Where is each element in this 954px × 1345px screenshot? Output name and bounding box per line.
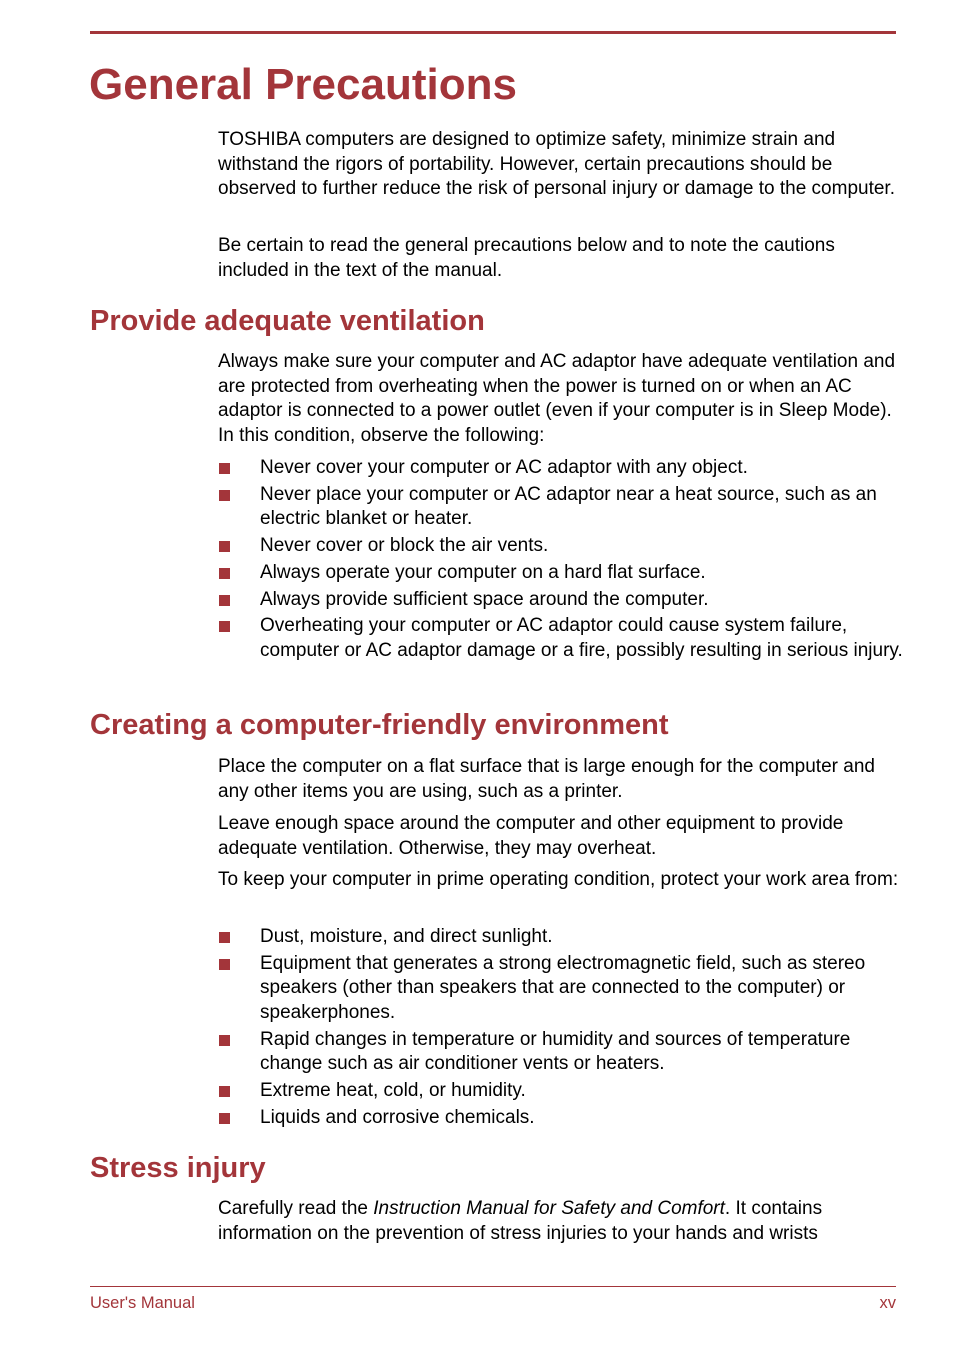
stress-text-start: Carefully read the <box>218 1198 374 1219</box>
list-item-text: Never cover or block the air vents. <box>260 535 549 557</box>
heading-environment: Creating a computer-friendly environment <box>90 709 669 741</box>
list-item <box>218 1079 908 1104</box>
stress-text-end: . It contains information on the prevention of stress injuries to your hands and wrists <box>218 1198 823 1244</box>
intro-paragraph-2: Be certain to read the general precautions below and to note the cautions included in the text of the manual. <box>218 235 835 281</box>
footer-page-number: xv <box>879 1294 896 1312</box>
list-item <box>218 561 908 586</box>
ventilation-paragraph: Always make sure your computer and AC adaptor have adequate ventilation and are protected from overheating when the power is turned on or when an AC adaptor is connected to a power outlet (even if your computer is in Sleep Mode). In this condition, observe the following: <box>218 351 896 446</box>
list-item <box>218 614 908 663</box>
list-item-text: Extreme heat, cold, or humidity. <box>260 1079 526 1101</box>
list-item <box>218 1028 908 1077</box>
bullet-square-icon <box>219 595 230 606</box>
bullet-square-icon <box>219 568 230 579</box>
list-item <box>218 952 908 1026</box>
manual-title-reference: Instruction Manual for Safety and Comfort <box>373 1198 725 1219</box>
list-item-text: Overheating your computer or AC adaptor could cause system failure, computer or AC adaptor damage or a fire, possibly resulting in serious injury. <box>260 615 903 661</box>
footer-manual-name: User's Manual <box>90 1294 195 1312</box>
list-item-text: Equipment that generates a strong electromagnetic field, such as stereo speakers (other than speakers that are connected to the computer) or speakerphones. <box>260 952 866 1023</box>
stress-paragraph <box>218 1197 908 1246</box>
list-item-text: Dust, moisture, and direct sunlight. <box>260 926 553 947</box>
list-item-text: Rapid changes in temperature or humidity and sources of temperature change such as air conditioner vents or heaters. <box>260 1028 851 1075</box>
list-item-text: Liquids and corrosive chemicals. <box>260 1106 535 1128</box>
list-item <box>218 1106 908 1131</box>
bullet-square-icon <box>219 1113 230 1124</box>
list-item-text: Always provide sufficient space around the computer. <box>260 588 709 610</box>
ventilation-bullet-list <box>218 456 908 666</box>
bullet-square-icon <box>219 621 230 632</box>
heading-stress-injury: Stress injury <box>90 1152 266 1184</box>
environment-paragraph-1: Place the computer on a flat surface that is large enough for the computer and any other items you are using, such as a printer. <box>218 756 875 802</box>
list-item <box>218 534 908 559</box>
list-item <box>218 925 908 950</box>
list-item <box>218 588 908 613</box>
list-item-text: Always operate your computer on a hard flat surface. <box>260 561 706 583</box>
intro-paragraph-1: TOSHIBA computers are designed to optimize safety, minimize strain and withstand the rigors of portability. However, certain precautions should be observed to further reduce the risk of personal injury or damage to the computer. <box>218 129 895 199</box>
environment-paragraph-3: To keep your computer in prime operating condition, protect your work area from: <box>218 869 899 890</box>
bullet-square-icon <box>219 541 230 552</box>
bullet-square-icon <box>219 959 230 970</box>
footer-rule <box>90 1286 896 1287</box>
bullet-square-icon <box>219 1035 230 1046</box>
list-item-text: Never place your computer or AC adaptor near a heat source, such as an electric blanket or heater. <box>260 483 877 530</box>
bullet-square-icon <box>219 463 230 474</box>
environment-bullet-list <box>218 925 908 1132</box>
environment-paragraph-2: Leave enough space around the computer and other equipment to provide adequate ventilation. Otherwise, they may overheat. <box>218 813 844 859</box>
heading-ventilation: Provide adequate ventilation <box>90 305 485 337</box>
list-item <box>218 483 908 532</box>
page-title: General Precautions <box>89 60 517 109</box>
list-item-text: Never cover your computer or AC adaptor with any object. <box>260 457 748 478</box>
header-rule <box>90 31 896 34</box>
bullet-square-icon <box>219 932 230 943</box>
bullet-square-icon <box>219 490 230 501</box>
bullet-square-icon <box>219 1086 230 1097</box>
list-item <box>218 456 908 481</box>
